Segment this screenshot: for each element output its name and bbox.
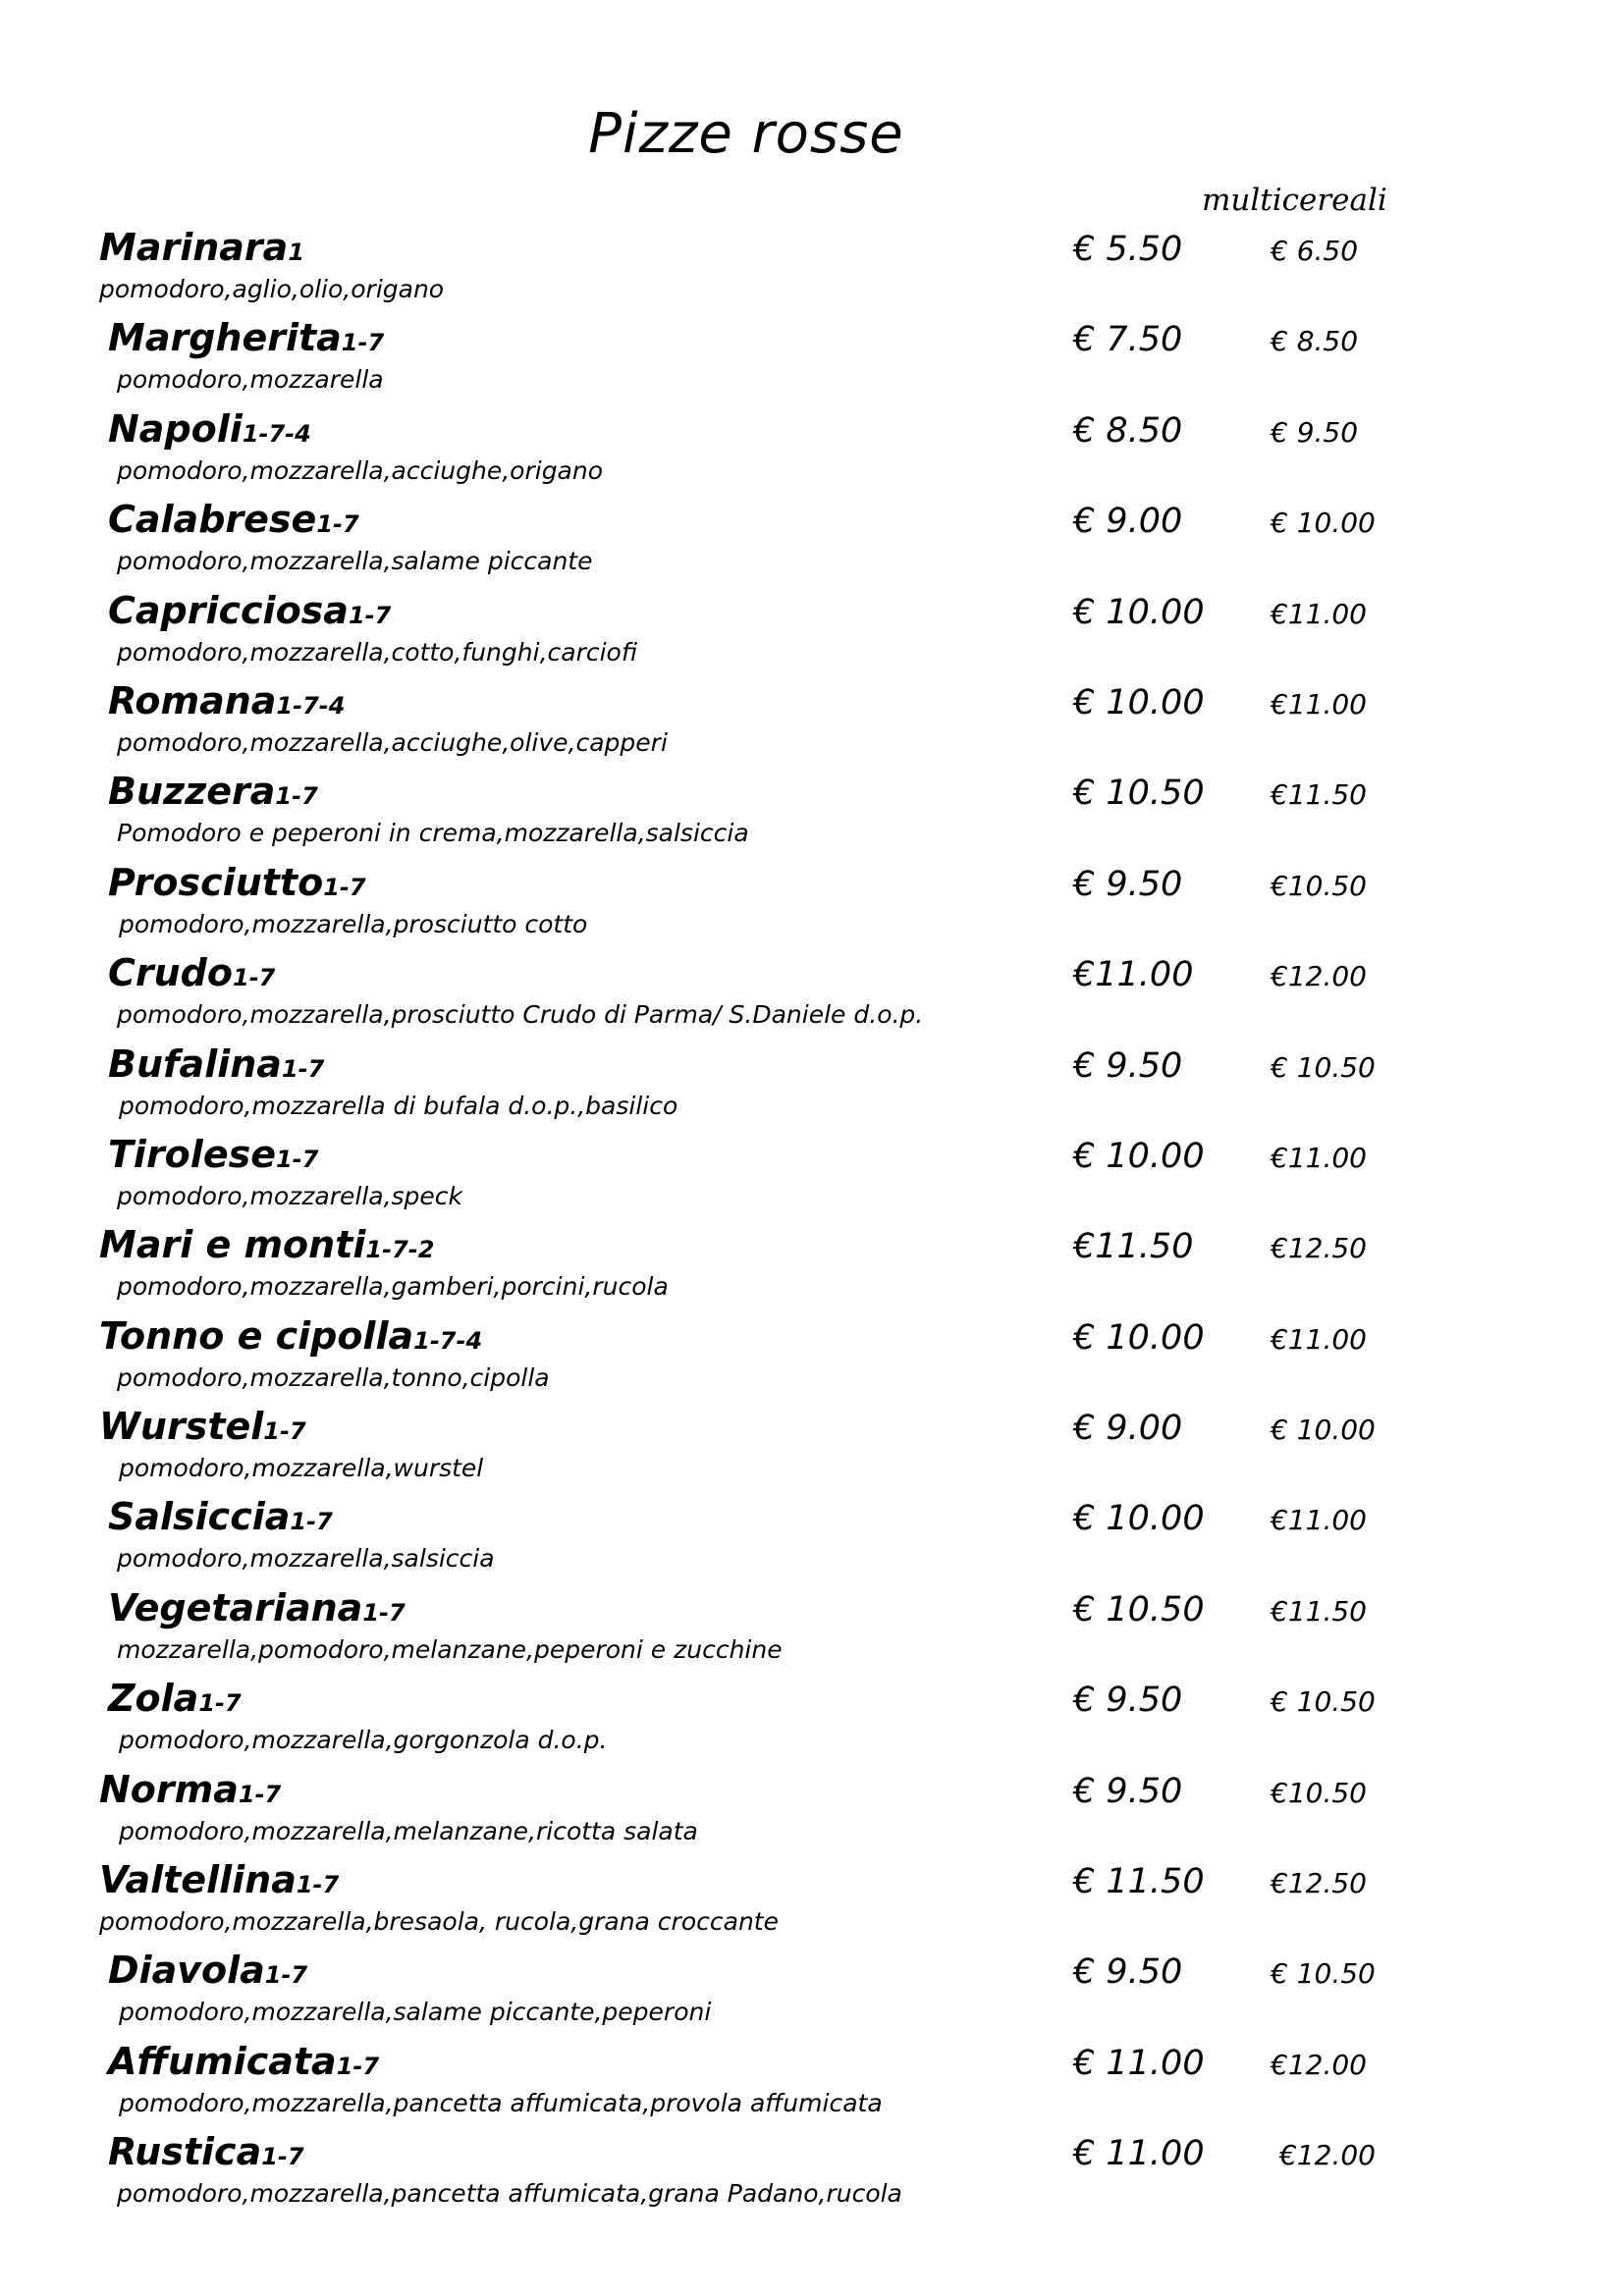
allergen-codes: 1-7 bbox=[261, 2143, 304, 2171]
allergen-codes: 1-7-4 bbox=[276, 691, 346, 720]
price: € 10.50 bbox=[1073, 774, 1205, 814]
price-multicereali: €11.50 bbox=[1271, 1594, 1367, 1628]
menu-list bbox=[0, 224, 1624, 2219]
price-multicereali: € 10.00 bbox=[1271, 507, 1376, 540]
price-multicereali: € 9.50 bbox=[1271, 415, 1359, 449]
pizza-name bbox=[108, 949, 275, 1001]
price-multicereali: €11.00 bbox=[1271, 597, 1367, 630]
allergen-codes: 1-7-2 bbox=[365, 1236, 435, 1264]
allergen-codes: 1-7 bbox=[290, 1508, 333, 1536]
menu-item bbox=[0, 2038, 1624, 2128]
multicereali-column-label: multicereali bbox=[1202, 183, 1387, 218]
price-multicereali: €12.50 bbox=[1271, 1867, 1367, 1900]
pizza-description: pomodoro,mozzarella,speck bbox=[117, 1181, 463, 1210]
price-multicereali: €12.00 bbox=[1279, 2139, 1376, 2172]
menu-item bbox=[0, 859, 1624, 949]
pizza-name-text: Valtellina bbox=[99, 1858, 297, 1902]
pizza-name bbox=[108, 677, 345, 729]
price: € 10.00 bbox=[1073, 682, 1205, 722]
pizza-name bbox=[108, 1041, 324, 1093]
menu-item bbox=[0, 1493, 1624, 1583]
pizza-name bbox=[99, 1221, 434, 1273]
menu-item bbox=[0, 405, 1624, 496]
price: € 10.00 bbox=[1073, 592, 1205, 632]
menu-item bbox=[0, 1041, 1624, 1131]
menu-item bbox=[0, 587, 1624, 677]
pizza-name bbox=[99, 1766, 281, 1818]
allergen-codes: 1-7 bbox=[281, 1054, 325, 1083]
price-multicereali: €10.50 bbox=[1271, 869, 1367, 902]
menu-item bbox=[0, 496, 1624, 586]
pizza-description: pomodoro,mozzarella,prosciutto Crudo di Parma/ S.Daniele d.o.p. bbox=[117, 1000, 924, 1030]
allergen-codes: 1-7 bbox=[198, 1689, 242, 1718]
menu-item bbox=[0, 949, 1624, 1040]
pizza-name bbox=[99, 1403, 306, 1455]
menu-item bbox=[0, 768, 1624, 858]
price-multicereali: €12.00 bbox=[1271, 960, 1367, 993]
price: € 10.00 bbox=[1073, 1499, 1205, 1539]
pizza-name-text: Prosciutto bbox=[108, 860, 324, 904]
pizza-name-text: Tirolese bbox=[108, 1132, 276, 1176]
price: €11.00 bbox=[1073, 955, 1194, 995]
price: € 9.00 bbox=[1073, 1409, 1183, 1449]
pizza-name-text: Marinara bbox=[99, 226, 289, 269]
pizza-description: pomodoro,mozzarella,pancetta affumicata,grana Padano,rucola bbox=[117, 2179, 902, 2209]
allergen-codes: 1-7 bbox=[316, 510, 359, 539]
pizza-description: pomodoro,mozzarella,acciughe,olive,capperi bbox=[117, 727, 668, 757]
pizza-description: pomodoro,mozzarella,pancetta affumicata,provola affumicata bbox=[119, 2088, 883, 2117]
pizza-name bbox=[108, 859, 366, 911]
pizza-name bbox=[99, 1312, 482, 1364]
price: € 9.00 bbox=[1073, 502, 1183, 542]
pizza-name-text: Romana bbox=[108, 678, 277, 722]
price: € 7.50 bbox=[1073, 320, 1183, 360]
price: € 11.00 bbox=[1073, 2043, 1205, 2083]
price-multicereali: €11.50 bbox=[1271, 778, 1367, 812]
allergen-codes: 1-7 bbox=[362, 1598, 406, 1627]
price-multicereali: €10.50 bbox=[1271, 1776, 1367, 1809]
price-multicereali: € 10.00 bbox=[1271, 1414, 1376, 1447]
pizza-description: mozzarella,pomodoro,melanzane,peperoni e zucchine bbox=[117, 1634, 783, 1664]
pizza-name-text: Crudo bbox=[108, 951, 233, 995]
pizza-name-text: Diavola bbox=[108, 1949, 265, 1993]
allergen-codes: 1-7 bbox=[233, 964, 276, 992]
pizza-name bbox=[99, 1856, 339, 1908]
allergen-codes: 1-7 bbox=[275, 782, 318, 811]
menu-item bbox=[0, 224, 1624, 314]
price: € 9.50 bbox=[1073, 1045, 1183, 1086]
pizza-name bbox=[108, 1675, 242, 1727]
allergen-codes: 1 bbox=[288, 239, 305, 266]
price-multicereali: € 8.50 bbox=[1271, 325, 1359, 358]
price: € 9.50 bbox=[1073, 1952, 1183, 1993]
page-title: Pizze rosse bbox=[588, 102, 904, 166]
pizza-name-text: Salsiccia bbox=[108, 1495, 291, 1539]
menu-item bbox=[0, 1766, 1624, 1856]
price-multicereali: €11.00 bbox=[1271, 1141, 1367, 1174]
pizza-description: pomodoro,mozzarella,gamberi,porcini,rucola bbox=[117, 1272, 669, 1302]
allergen-codes: 1-7 bbox=[348, 601, 392, 629]
pizza-description: pomodoro,mozzarella,bresaola, rucola,grana croccante bbox=[99, 1907, 779, 1937]
pizza-name-text: Vegetariana bbox=[108, 1585, 363, 1629]
pizza-name-text: Zola bbox=[108, 1677, 199, 1721]
pizza-description: pomodoro,mozzarella,wurstel bbox=[119, 1454, 484, 1483]
pizza-name bbox=[108, 587, 391, 639]
pizza-name-text: Capricciosa bbox=[108, 588, 349, 632]
price: € 9.50 bbox=[1073, 1681, 1183, 1721]
pizza-description: pomodoro,mozzarella,salame piccante bbox=[117, 547, 593, 576]
menu-item bbox=[0, 1312, 1624, 1403]
price: € 8.50 bbox=[1073, 410, 1183, 451]
pizza-name bbox=[108, 1131, 318, 1183]
pizza-name bbox=[108, 1493, 333, 1545]
pizza-name bbox=[108, 1584, 406, 1636]
pizza-description: Pomodoro e peperoni in crema,mozzarella,salsiccia bbox=[117, 819, 749, 848]
pizza-name-text: Buzzera bbox=[108, 770, 276, 814]
menu-item bbox=[0, 677, 1624, 768]
price: € 9.50 bbox=[1073, 1771, 1183, 1811]
pizza-name bbox=[108, 405, 311, 457]
price: € 5.50 bbox=[1073, 230, 1183, 269]
pizza-description: pomodoro,mozzarella,prosciutto cotto bbox=[119, 909, 588, 938]
pizza-name bbox=[108, 2038, 379, 2090]
pizza-description: pomodoro,mozzarella,acciughe,origano bbox=[117, 455, 604, 485]
pizza-name bbox=[108, 1947, 307, 1999]
pizza-name bbox=[108, 496, 359, 548]
pizza-description: pomodoro,aglio,olio,origano bbox=[99, 275, 445, 303]
price: € 9.50 bbox=[1073, 864, 1183, 904]
pizza-description: pomodoro,mozzarella,salsiccia bbox=[117, 1544, 495, 1574]
price-multicereali: €11.00 bbox=[1271, 1322, 1367, 1356]
price-multicereali: € 6.50 bbox=[1271, 235, 1359, 267]
menu-item bbox=[0, 1856, 1624, 1947]
price: €11.50 bbox=[1073, 1227, 1194, 1267]
price: € 10.00 bbox=[1073, 1136, 1205, 1176]
menu-item bbox=[0, 1947, 1624, 2037]
pizza-description: pomodoro,mozzarella,salame piccante,peperoni bbox=[119, 1998, 712, 2027]
pizza-name-text: Wurstel bbox=[99, 1405, 264, 1449]
pizza-description: pomodoro,mozzarella di bufala d.o.p.,basilico bbox=[119, 1091, 678, 1120]
allergen-codes: 1-7 bbox=[296, 1871, 340, 1899]
pizza-name bbox=[108, 2128, 304, 2180]
price: € 10.50 bbox=[1073, 1589, 1205, 1629]
pizza-name bbox=[108, 768, 318, 820]
allergen-codes: 1-7 bbox=[238, 1780, 282, 1808]
menu-item bbox=[0, 314, 1624, 404]
allergen-codes: 1-7 bbox=[263, 1417, 306, 1446]
pizza-name-text: Calabrese bbox=[108, 498, 317, 542]
allergen-codes: 1-7 bbox=[275, 1145, 319, 1173]
menu-item bbox=[0, 2128, 1624, 2218]
pizza-description: pomodoro,mozzarella,cotto,funghi,carciofi bbox=[117, 637, 637, 667]
pizza-name-text: Affumicata bbox=[108, 2039, 337, 2083]
price-multicereali: €11.00 bbox=[1271, 1504, 1367, 1537]
pizza-name bbox=[108, 314, 384, 366]
pizza-description: pomodoro,mozzarella,melanzane,ricotta salata bbox=[119, 1816, 698, 1845]
price: € 11.00 bbox=[1073, 2134, 1205, 2174]
pizza-description: pomodoro,mozzarella bbox=[117, 365, 384, 395]
allergen-codes: 1-7 bbox=[323, 873, 366, 901]
allergen-codes: 1-7-4 bbox=[242, 419, 311, 448]
menu-item bbox=[0, 1221, 1624, 1311]
pizza-name bbox=[99, 224, 304, 276]
price-multicereali: €11.00 bbox=[1271, 687, 1367, 721]
pizza-name-text: Napoli bbox=[108, 406, 243, 451]
pizza-name-text: Bufalina bbox=[108, 1041, 282, 1086]
price: € 10.00 bbox=[1073, 1317, 1205, 1358]
pizza-name-text: Rustica bbox=[108, 2130, 262, 2174]
pizza-name-text: Margherita bbox=[108, 316, 342, 360]
menu-item bbox=[0, 1675, 1624, 1765]
allergen-codes: 1-7 bbox=[264, 1961, 308, 1990]
allergen-codes: 1-7 bbox=[341, 329, 385, 357]
price-multicereali: €12.00 bbox=[1271, 2048, 1367, 2081]
price-multicereali: € 10.50 bbox=[1271, 1685, 1376, 1719]
price-multicereali: €12.50 bbox=[1271, 1232, 1367, 1265]
pizza-description: pomodoro,mozzarella,tonno,cipolla bbox=[117, 1362, 550, 1392]
pizza-name-text: Mari e monti bbox=[99, 1223, 366, 1267]
price: € 11.50 bbox=[1073, 1862, 1205, 1902]
menu-item bbox=[0, 1403, 1624, 1493]
pizza-name-text: Tonno e cipolla bbox=[99, 1313, 414, 1358]
pizza-description: pomodoro,mozzarella,gorgonzola d.o.p. bbox=[119, 1726, 608, 1755]
price-multicereali: € 10.50 bbox=[1271, 1050, 1376, 1084]
price-multicereali: € 10.50 bbox=[1271, 1957, 1376, 1991]
allergen-codes: 1-7 bbox=[336, 2052, 380, 2080]
menu-item bbox=[0, 1584, 1624, 1675]
allergen-codes: 1-7-4 bbox=[413, 1326, 483, 1355]
pizza-name-text: Norma bbox=[99, 1767, 239, 1811]
menu-item bbox=[0, 1131, 1624, 1221]
